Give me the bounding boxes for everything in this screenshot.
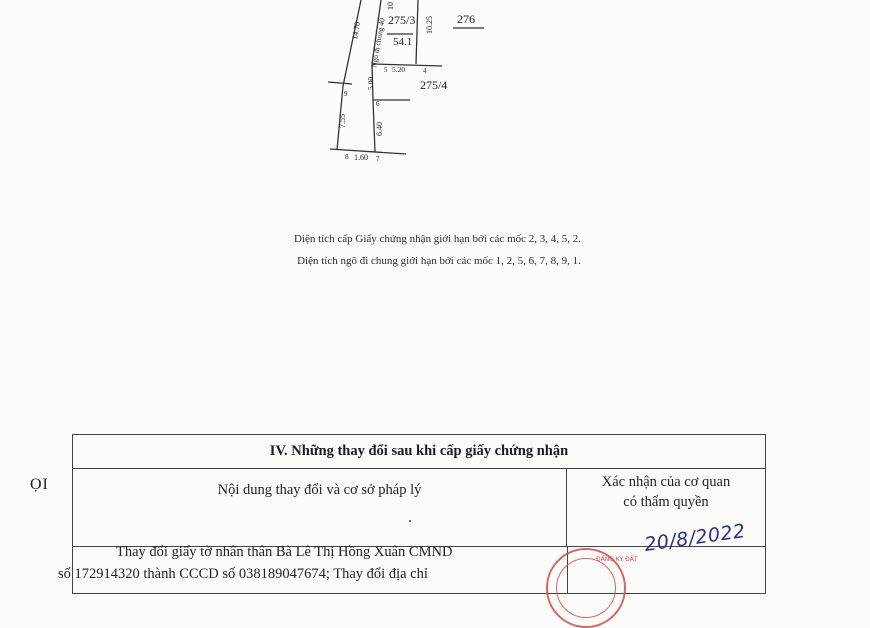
note-shared-lane-area: Diện tích ngõ đi chung giới hạn bởi các mốc 1, 2, 5, 6, 7, 8, 9, 1. bbox=[297, 255, 581, 267]
point-9-marker: 9 bbox=[344, 90, 348, 98]
parcel-275-4-label: 275/4 bbox=[420, 78, 448, 92]
dimension-7-55: 7.55 bbox=[338, 114, 347, 128]
dimension-6-40: 6.40 bbox=[375, 122, 384, 136]
lane-label: Ngõ đi chung 40 bbox=[369, 17, 387, 69]
dimension-5-20: 5.20 bbox=[392, 65, 406, 74]
parcel-276-label: 276 bbox=[457, 12, 475, 26]
area-notes bbox=[0, 228, 870, 272]
column-header-content-label: Nội dung thay đổi và cơ sở pháp lý bbox=[217, 482, 422, 498]
boundary-bottom bbox=[330, 149, 406, 154]
dimension-14-70: 14.70 bbox=[350, 21, 363, 41]
change-entry-line1: Thay đổi giấy tờ nhân thân Bà Lê Thị Hồng Xuân CMND bbox=[116, 544, 453, 560]
boundary-275-3-right bbox=[416, 0, 418, 64]
change-entry-text bbox=[58, 541, 498, 585]
column-header-confirmation-line2: có thẩm quyền bbox=[623, 494, 709, 510]
land-plot-diagram bbox=[0, 0, 870, 230]
point-4-marker: 4 bbox=[423, 67, 427, 75]
boundary-lane-left bbox=[343, 0, 361, 86]
parcel-area-label: 54.1 bbox=[393, 36, 413, 48]
dimension-10: 10 bbox=[386, 2, 395, 10]
table-title: IV. Những thay đổi sau khi cấp giấy chứng nhận bbox=[73, 435, 765, 469]
column-header-content bbox=[73, 468, 567, 547]
boundary-275-3-bottom bbox=[372, 64, 442, 66]
column-header-confirmation-line1: Xác nhận của cơ quan bbox=[601, 474, 731, 490]
stamp-text: ĐĂNG KÝ ĐẤT bbox=[596, 556, 638, 563]
margin-text-fragment: ỌI bbox=[30, 476, 49, 493]
dimension-5-00: 5.00 bbox=[366, 76, 375, 90]
boundary-9-left bbox=[328, 82, 352, 84]
dimension-1-60: 1.60 bbox=[354, 153, 368, 162]
point-7-marker: 7 bbox=[376, 155, 380, 163]
note-certified-area: Diện tích cấp Giấy chứng nhận giới hạn bởi các mốc 2, 3, 4, 5, 2. bbox=[293, 233, 582, 245]
point-8-marker: 8 bbox=[345, 153, 349, 161]
point-5-marker: 5 bbox=[384, 66, 388, 74]
handwritten-date: 20/8/2022 bbox=[642, 520, 747, 556]
dimension-10-25: 10.25 bbox=[425, 16, 434, 34]
point-6-marker: 6 bbox=[376, 100, 380, 108]
parcel-275-3-label: 275/3 bbox=[388, 13, 416, 27]
ink-dot bbox=[409, 520, 411, 522]
change-entry-line2: số 172914320 thành CCCD số 038189047674; Thay đổi địa chỉ bbox=[58, 566, 428, 582]
